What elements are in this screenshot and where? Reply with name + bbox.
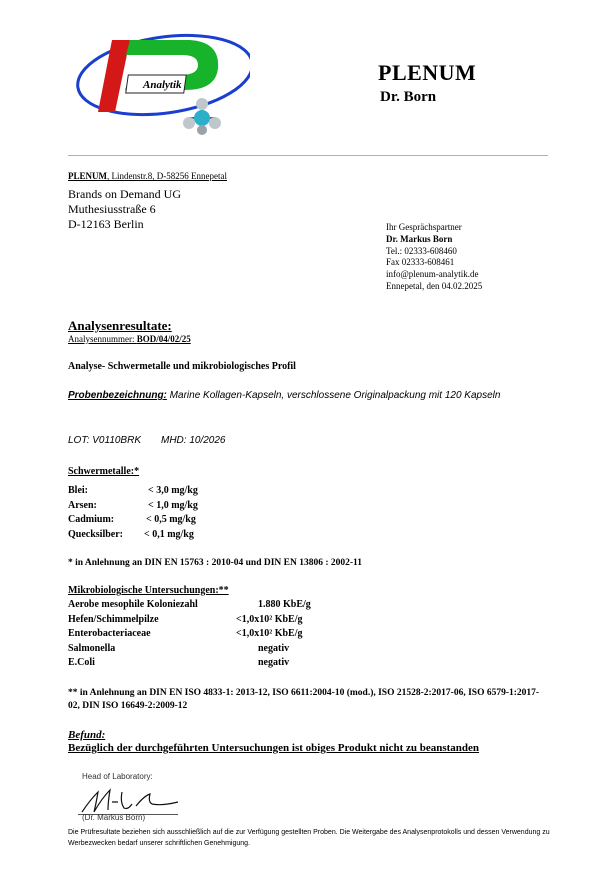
micro-table [68,598,348,671]
company-person: Dr. Born [380,89,437,105]
heavy-metals-table [68,484,268,542]
contact-block [386,222,482,293]
micro-name: Salmonella [68,642,116,654]
analysis-number-value: BOD/04/02/25 [136,334,191,344]
heavy-metal-row [68,528,268,543]
analysis-type: Analyse- Schwermetalle und mikrobiologisches Profil [68,361,296,372]
metal-value: < 3,0 mg/kg [148,485,198,496]
recipient-line: Muthesiusstraße 6 [68,202,156,216]
result-label: Befund: [68,729,106,741]
heavy-metal-row [68,484,268,499]
analysis-number [68,334,191,344]
sender-name: PLENUM [68,171,107,181]
micro-value: <1,0x10² KbE/g [236,613,303,625]
heavy-metals-note: * in Anlehnung an DIN EN 15763 : 2010-04 und DIN EN 13806 : 2002-11 [68,558,363,568]
micro-title: Mikrobiologische Untersuchungen:** [68,585,229,596]
heavy-metals-title: Schwermetalle:* [68,466,140,477]
metal-value: < 0,5 mg/kg [146,514,196,525]
micro-row [68,598,348,613]
micro-name: Hefen/Schimmelpilze [68,613,159,625]
metal-name: Arsen: [68,499,97,511]
micro-row [68,613,348,628]
contact-tel: Tel.: 02333-608460 [386,245,457,256]
micro-name: Enterobacteriaceae [68,628,151,639]
micro-name: Aerobe mesophile Koloniezahl [68,599,198,610]
sender-address [68,171,227,181]
signature-name: (Dr. Markus Born) [82,813,146,822]
metal-value: < 1,0 mg/kg [148,499,198,511]
contact-email: info@plenum-analytik.de [386,269,479,280]
signature-head: Head of Laboratory: [82,772,153,781]
micro-value: 1.880 KbE/g [258,599,311,610]
metal-name: Cadmium: [68,514,115,525]
recipient-address [68,187,181,232]
sample-description [68,389,538,403]
lot-number: LOT: V0110BRK [68,435,141,446]
micro-value: <1,0x10² KbE/g [236,628,303,639]
analysis-number-label: Analysennummer: [68,334,137,344]
footer-disclaimer: Die Prüfresultate beziehen sich ausschließlich auf die zur Verfügung gestellten Proben. Die Weitergabe des Analysenprotokolls und dessen Verwendung zu Werbezwecken bedarf unserer schriftlichen Genehmigung. [68,829,550,847]
heavy-metal-row [68,499,268,514]
metal-name: Blei: [68,485,88,496]
lot-line [68,435,245,446]
best-before: MHD: 10/2026 [161,435,226,446]
contact-date: Ennepetal, den 04.02.2025 [386,280,483,291]
micro-row [68,642,348,657]
contact-title: Ihr Gesprächspartner [386,222,462,232]
micro-note: ** in Anlehnung an DIN EN ISO 4833-1: 2013-12, ISO 6611:2004-10 (mod.), ISO 21528-2:2017-06, ISO 6579-1:2017-02, DIN ISO 16649-2:2009-12 [68,688,540,711]
sample-label: Probenbezeichnung: [68,390,167,401]
logo-text: Analytik [143,79,182,91]
metal-name: Quecksilber: [68,528,123,540]
recipient-line: D-12163 Berlin [68,217,144,231]
header-divider [68,155,548,156]
micro-row [68,627,348,642]
page-title: Analysenresultate: [68,318,172,333]
result-conclusion: Bezüglich der durchgeführten Untersuchungen ist obiges Produkt nicht zu beanstanden [68,742,480,754]
contact-name: Dr. Markus Born [386,233,453,244]
micro-row [68,656,348,671]
micro-value: negativ [258,657,290,668]
contact-fax: Fax 02333-608461 [386,257,455,268]
sender-rest: , Lindenstr.8, D-58256 Ennepetal [107,171,227,181]
recipient-line: Brands on Demand UG [68,187,181,201]
company-name: PLENUM [378,60,477,85]
micro-name: E.Coli [68,657,95,668]
heavy-metal-row [68,513,268,528]
sample-text: Marine Kollagen-Kapseln, verschlossene Originalpackung mit 120 Kapseln [166,390,501,401]
metal-value: < 0,1 mg/kg [144,528,194,540]
micro-value: negativ [258,642,290,654]
plenum-logo [70,20,250,145]
